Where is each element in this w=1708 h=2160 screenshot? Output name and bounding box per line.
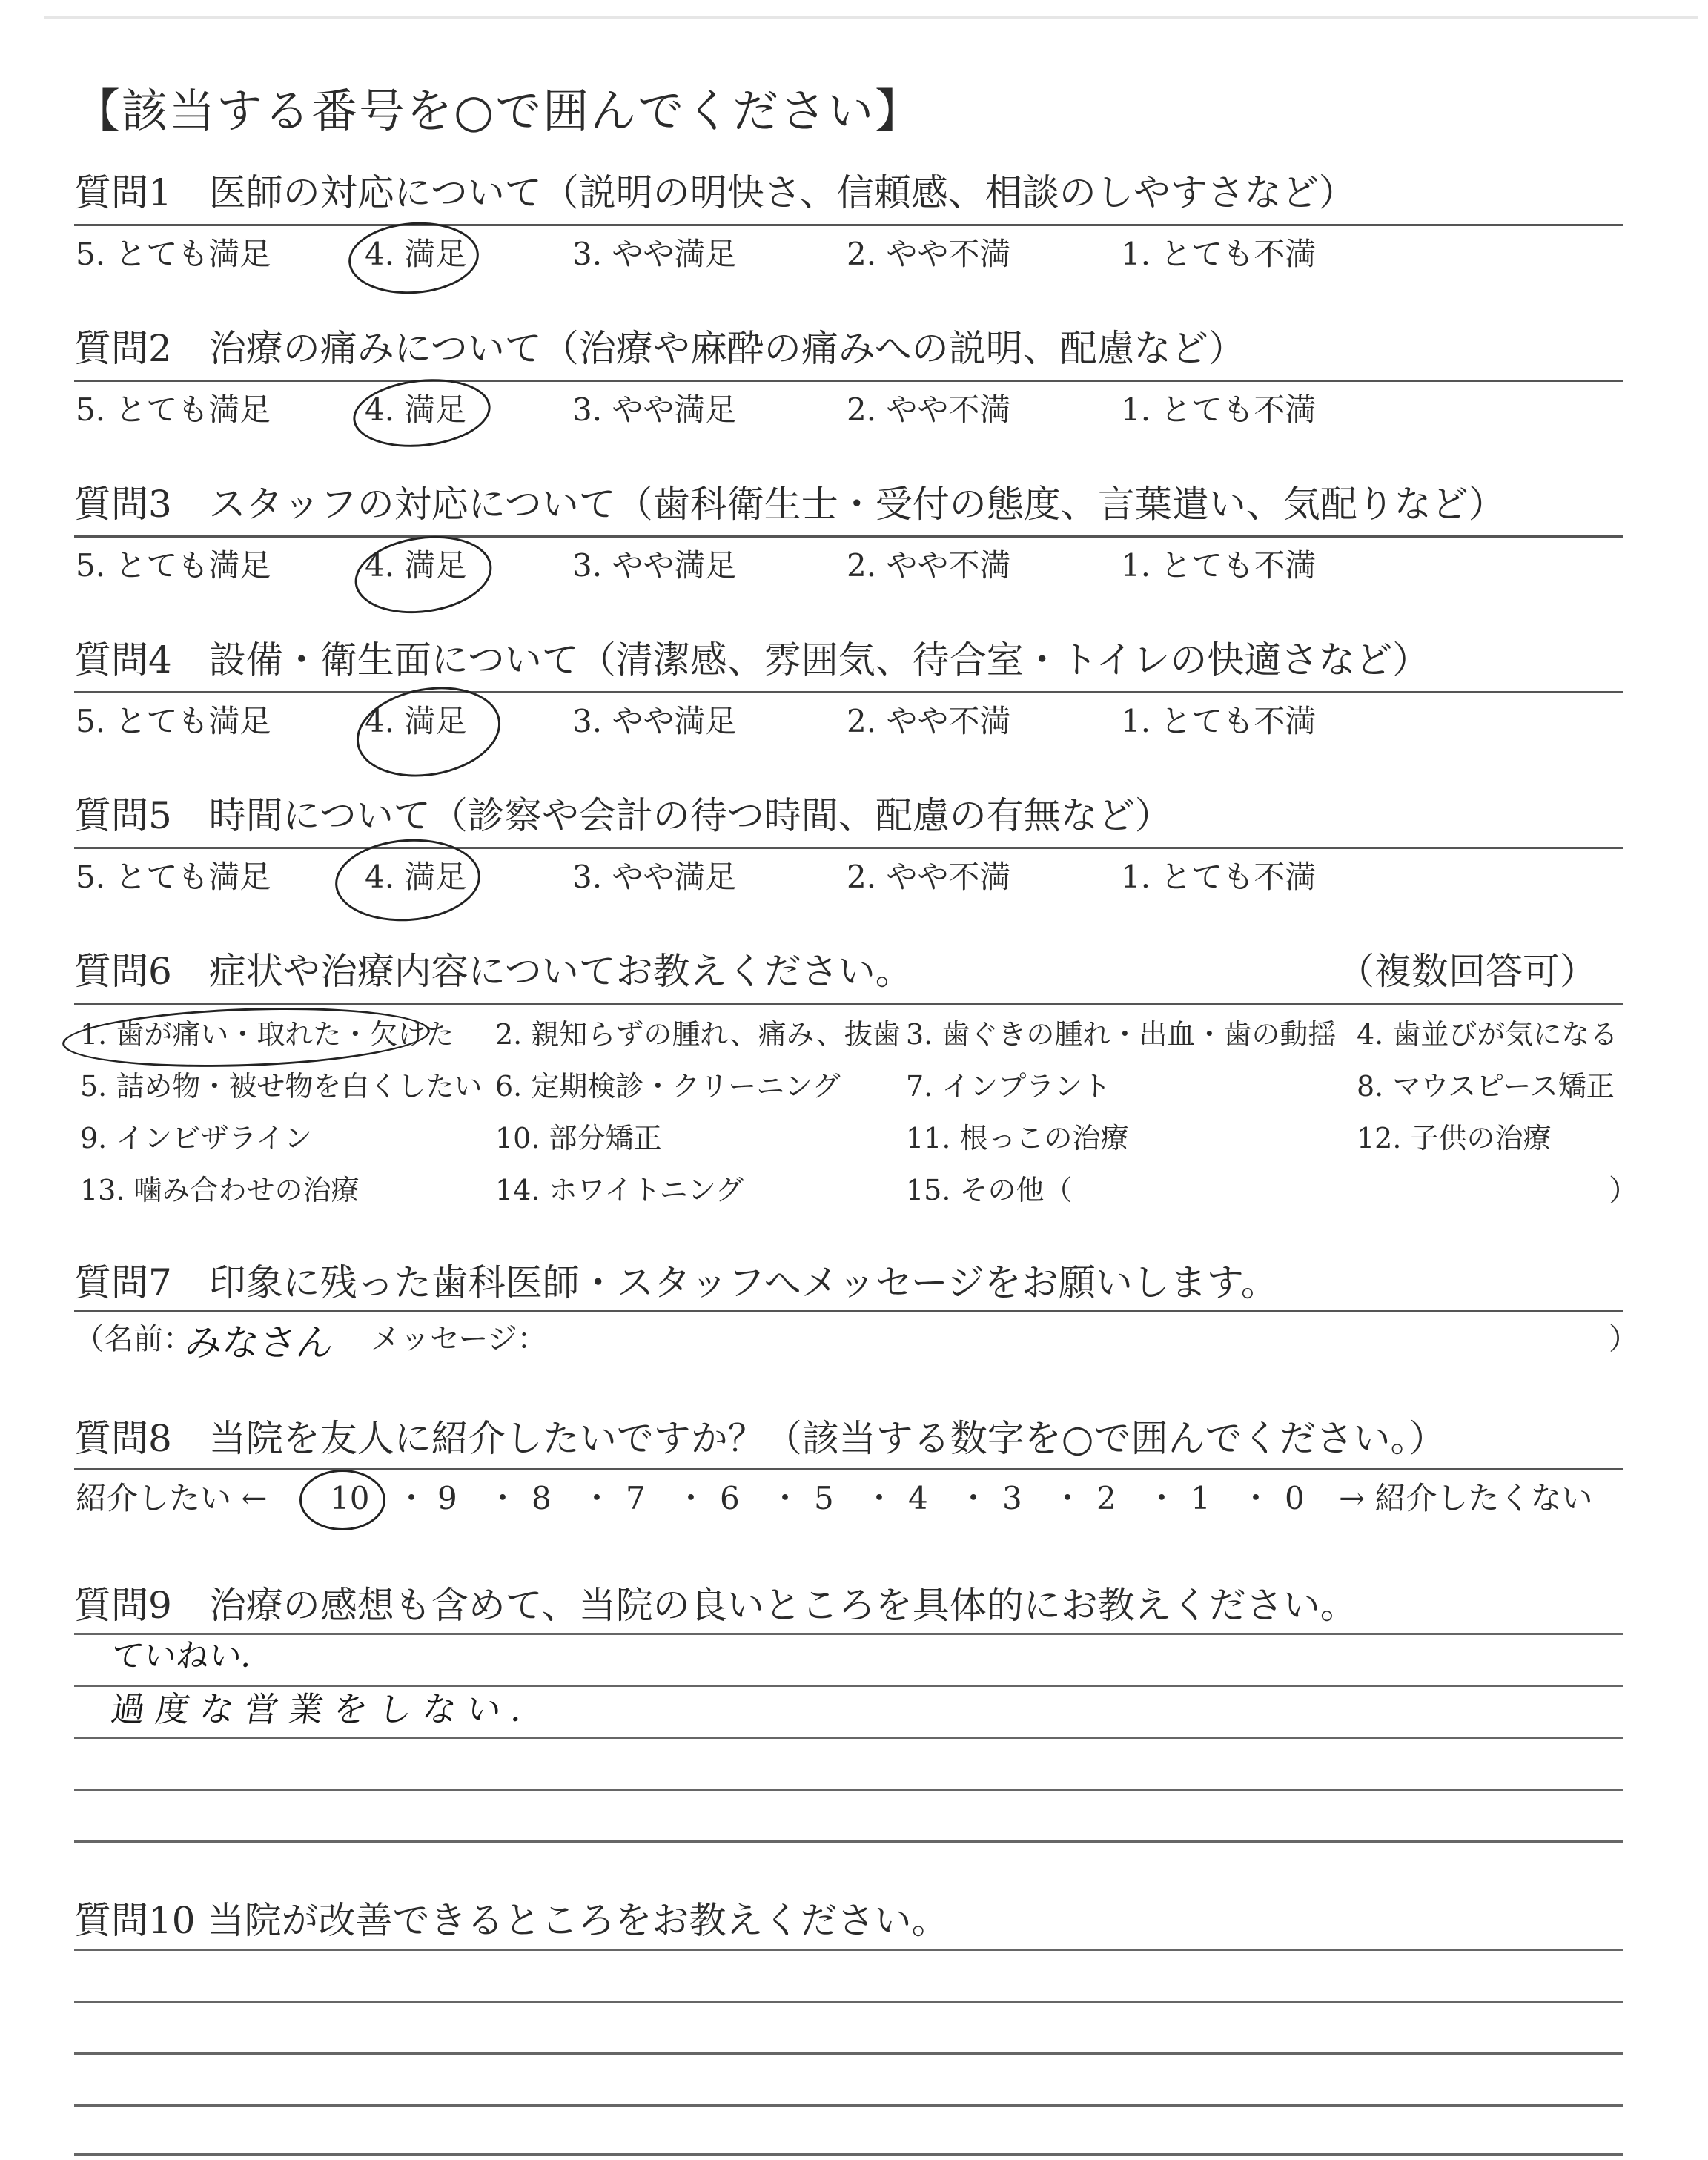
q8-dot: ・ (581, 1480, 613, 1516)
q5-option-4[interactable]: 4. 満足 (365, 859, 467, 895)
q4-option-5[interactable]: 5. とても満足 (76, 703, 271, 739)
q6-multiple-answers-note: （複数回答可） (1337, 950, 1597, 993)
q6-answer-circle (62, 1002, 431, 1072)
q2-option-4[interactable]: 4. 満足 (365, 392, 467, 428)
q5-option-5[interactable]: 5. とても満足 (76, 859, 271, 895)
q3-question: 質問3 スタッフの対応について（歯科衛生士・受付の態度、言葉遣い、気配りなど） (74, 483, 1506, 526)
q10-answer-line (74, 1949, 1623, 1951)
q2-answer-circle (350, 373, 494, 454)
q9-answer-line (74, 1633, 1623, 1635)
q7-question: 質問7 印象に残った歯科医師・スタッフへメッセージをお願いします。 (74, 1261, 1278, 1304)
q3-rule (74, 535, 1623, 538)
q8-scale-4[interactable]: 4 (908, 1480, 928, 1516)
q9-answer-line (74, 1685, 1623, 1687)
q9-question: 質問9 治療の感想も含めて、当院の良いところを具体的にお教えください。 (74, 1584, 1357, 1627)
q6-option-6[interactable]: 6. 定期検診・クリーニング (495, 1070, 841, 1103)
q8-scale-7[interactable]: 7 (626, 1480, 646, 1516)
q1-option-3[interactable]: 3. やや満足 (572, 236, 737, 272)
q2-option-2[interactable]: 2. やや不満 (847, 392, 1011, 428)
q2-option-5[interactable]: 5. とても満足 (76, 392, 271, 428)
q8-dot: ・ (1052, 1480, 1084, 1516)
q10-answer-line (74, 2153, 1623, 2156)
q8-scale-10[interactable]: 10 (330, 1480, 370, 1516)
q2-option-1[interactable]: 1. とても不満 (1121, 392, 1317, 428)
q6-option-5[interactable]: 5. 詰め物・被せ物を白くしたい (80, 1070, 483, 1103)
q6-option-2[interactable]: 2. 親知らずの腫れ、痛み、抜歯 (495, 1018, 901, 1051)
q8-dot: ・ (958, 1480, 990, 1516)
q3-option-2[interactable]: 2. やや不満 (847, 547, 1011, 584)
q6-option-12[interactable]: 12. 子供の治療 (1357, 1122, 1552, 1155)
q5-rule (74, 847, 1623, 849)
q9-answer-handwritten-2: 過度な営業をしない． (108, 1689, 559, 1729)
q5-option-1[interactable]: 1. とても不満 (1121, 859, 1317, 895)
q8-scale-9[interactable]: 9 (437, 1480, 457, 1516)
q8-dot: ・ (396, 1480, 428, 1516)
q4-option-1[interactable]: 1. とても不満 (1121, 703, 1317, 739)
q6-rule (74, 1003, 1623, 1005)
q3-option-4[interactable]: 4. 満足 (365, 547, 467, 584)
q6-option-11[interactable]: 11. 根っこの治療 (906, 1122, 1129, 1155)
q6-option-7[interactable]: 7. インプラント (906, 1070, 1111, 1103)
q8-scale-8[interactable]: 8 (532, 1480, 552, 1516)
q3-answer-circle (350, 528, 497, 622)
q2-rule (74, 380, 1623, 382)
q8-scale-2[interactable]: 2 (1096, 1480, 1116, 1516)
q5-question: 質問5 時間について（診察や会計の待つ時間、配慮の有無など） (74, 794, 1172, 837)
q3-option-1[interactable]: 1. とても不満 (1121, 547, 1317, 584)
q8-left-label: 紹介したい ← (76, 1480, 268, 1516)
q8-question: 質問8 当院を友人に紹介したいですか？（該当する数字を○で囲んでください。） (74, 1417, 1446, 1460)
q1-answer-circle (346, 218, 481, 298)
q1-option-2[interactable]: 2. やや不満 (847, 236, 1011, 272)
q8-dot: ・ (1240, 1480, 1272, 1516)
form-title: 【該当する番号を○で囲んでください】 (74, 84, 923, 138)
q6-option-1[interactable]: 1. 歯が痛い・取れた・欠けた (80, 1018, 454, 1051)
q2-option-3[interactable]: 3. やや満足 (572, 392, 737, 428)
q4-option-4[interactable]: 4. 満足 (365, 703, 467, 739)
q1-question: 質問1 医師の対応について（説明の明快さ、信頼感、相談のしやすさなど） (74, 171, 1356, 214)
q10-question: 質問10 当院が改善できるところをお教えください。 (74, 1899, 949, 1942)
q1-option-4[interactable]: 4. 満足 (365, 236, 467, 272)
q1-rule (74, 224, 1623, 226)
q5-option-2[interactable]: 2. やや不満 (847, 859, 1011, 895)
q8-scale-0[interactable]: 0 (1285, 1480, 1305, 1516)
q6-other-close-paren: ） (1609, 1174, 1638, 1208)
q6-option-15[interactable]: 15. その他（ (906, 1174, 1073, 1206)
q6-option-8[interactable]: 8. マウスピース矯正 (1357, 1070, 1615, 1103)
q10-answer-line (74, 2052, 1623, 2055)
q3-option-5[interactable]: 5. とても満足 (76, 547, 271, 584)
q6-option-4[interactable]: 4. 歯並びが気になる (1357, 1018, 1618, 1051)
q5-option-3[interactable]: 3. やや満足 (572, 859, 737, 895)
q4-option-3[interactable]: 3. やや満足 (572, 703, 737, 739)
q6-option-3[interactable]: 3. 歯ぐきの腫れ・出血・歯の動揺 (906, 1018, 1337, 1051)
q1-option-1[interactable]: 1. とても不満 (1121, 236, 1317, 272)
q1-option-5[interactable]: 5. とても満足 (76, 236, 271, 272)
q6-option-10[interactable]: 10. 部分矯正 (495, 1122, 662, 1155)
q7-name-label: （名前： (74, 1322, 193, 1356)
q7-rule (74, 1310, 1623, 1312)
q8-dot: ・ (769, 1480, 801, 1516)
q10-answer-line (74, 2104, 1623, 2107)
q8-rule (74, 1468, 1623, 1470)
q7-message-label: メッセージ： (371, 1322, 547, 1356)
q8-dot: ・ (864, 1480, 896, 1516)
q9-answer-line (74, 1840, 1623, 1843)
q3-option-3[interactable]: 3. やや満足 (572, 547, 737, 584)
q9-answer-handwritten-1: ていねい． (108, 1637, 277, 1675)
q2-question: 質問2 治療の痛みについて（治療や麻酔の痛みへの説明、配慮など） (74, 327, 1245, 370)
q8-answer-circle (299, 1470, 385, 1530)
q8-scale-1[interactable]: 1 (1191, 1480, 1211, 1516)
q8-dot: ・ (675, 1480, 707, 1516)
page-top-edge (44, 16, 1698, 19)
q6-option-14[interactable]: 14. ホワイトニング (495, 1174, 744, 1206)
q7-close-paren: ） (1609, 1322, 1638, 1356)
q4-question: 質問4 設備・衛生面について（清潔感、雰囲気、待合室・トイレの快適さなど） (74, 638, 1430, 681)
q8-scale-5[interactable]: 5 (814, 1480, 834, 1516)
q4-rule (74, 691, 1623, 693)
q8-dot: ・ (1146, 1480, 1178, 1516)
q9-answer-line (74, 1737, 1623, 1739)
q6-question: 質問6 症状や治療内容についてお教えください。 (74, 950, 913, 993)
q8-dot: ・ (487, 1480, 519, 1516)
q6-option-13[interactable]: 13. 噛み合わせの治療 (80, 1174, 360, 1206)
q9-answer-line (74, 1789, 1623, 1791)
q8-scale-3[interactable]: 3 (1002, 1480, 1022, 1516)
q6-option-9[interactable]: 9. インビザライン (80, 1122, 313, 1155)
q8-right-label: → 紹介したくない (1339, 1480, 1593, 1516)
q10-answer-line (74, 2001, 1623, 2003)
q7-name-handwritten: みなさん (182, 1321, 337, 1364)
q4-option-2[interactable]: 2. やや不満 (847, 703, 1011, 739)
q8-scale-6[interactable]: 6 (720, 1480, 740, 1516)
